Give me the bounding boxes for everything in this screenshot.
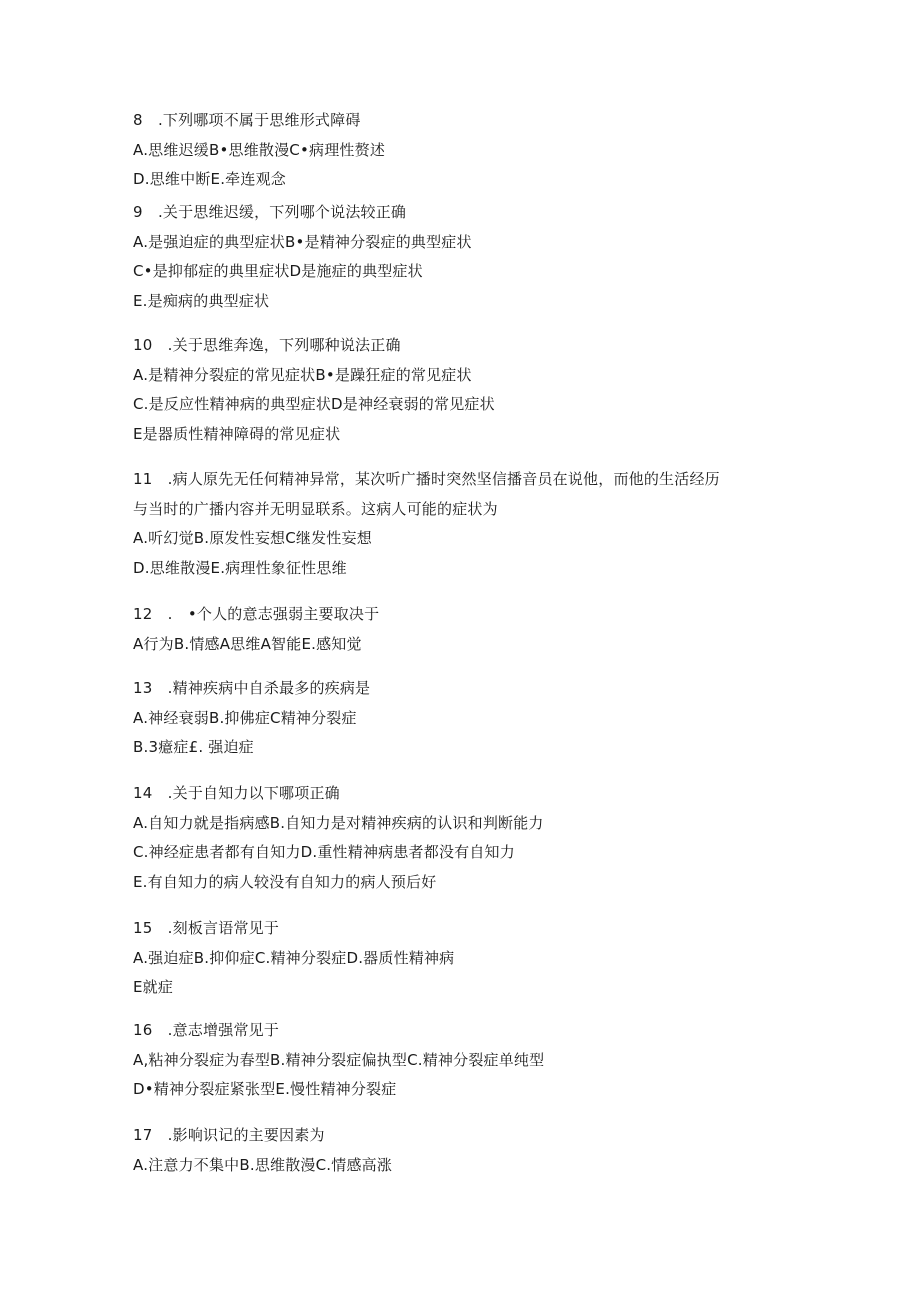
question-9 [133,198,813,316]
question-12-stem: 12 . •个人的意志强弱主要取决于 [133,605,380,623]
question-14-stem: 14 .关于自知力以下哪项正确 [133,784,340,802]
question-11-stem-continued: 与当时的广播内容并无明显联系。这病人可能的症状为 [133,499,498,518]
question-13-options-line-1: A.神经衰弱B.抑佛症C精神分裂症 [133,708,357,727]
question-10-options-line-1: A.是精神分裂症的常见症状B•是躁狂症的常见症状 [133,365,472,384]
question-10-options-line-2: C.是反应性精神病的典型症状D是神经衰弱的常见症状 [133,395,495,413]
question-11-options-line-2: D.思维散漫E.病理性象征性思维 [133,558,347,577]
question-17-stem: 17 .影响识记的主要因素为 [133,1126,325,1144]
question-14-options-line-1: A.自知力就是指病感B.自知力是对精神疾病的认识和判断能力 [133,813,544,832]
question-9-stem: 9 .关于思维迟缓，下列哪个说法较正确 [133,203,407,221]
question-14 [133,779,813,897]
question-15 [133,914,813,1003]
question-8-stem: 8 .下列哪项不属于思维形式障碍 [133,111,361,129]
question-11-stem: 11 .病人原先无任何精神异常，某次听广播时突然坚信播音员在说他，而他的生活经历 [133,470,720,488]
question-15-options-line-1: A.强迫症B.抑仰症C.精神分裂症D.器质性精神病 [133,948,455,967]
question-17-options-line-1: A.注意力不集中B.思维散漫C.情感高涨 [133,1155,393,1174]
question-9-options-line-1: A.是强迫症的典型症状B•是精神分裂症的典型症状 [133,232,472,251]
question-8-options-line-2: D.思维中断E.牵连观念 [133,170,286,188]
question-14-options-line-2: C.神经症患者都有自知力D.重性精神病患者都没有自知力 [133,843,515,861]
question-13-stem: 13 .精神疾病中自杀最多的疾病是 [133,679,371,697]
question-16-stem: 16 .意志增强常见于 [133,1021,280,1039]
question-14-options-line-3: E.有自知力的病人较没有自知力的病人预后好 [133,872,437,891]
question-10-stem: 10 .关于思维奔逸，下列哪种说法正确 [133,336,401,354]
question-16-options-line-2: D•精神分裂症紧张型E.慢性精神分裂症 [133,1080,397,1098]
question-8-options-line-1: A.思维迟缓B•思维散漫C•病理性赘述 [133,140,386,159]
question-9-options-line-3: E.是痴病的典型症状 [133,291,270,310]
question-13-options-line-2: B.3癔症£. 强迫症 [133,738,254,756]
question-15-options-line-2: E就症 [133,978,174,996]
question-11-options-line-1: A.听幻觉B.原发性妄想C继发性妄想 [133,529,372,547]
question-16 [133,1016,813,1105]
question-16-options-line-1: A,粘神分裂症为春型B.精神分裂症偏执型C.精神分裂症单纯型 [133,1050,545,1069]
question-8 [133,106,813,195]
question-13 [133,674,813,763]
question-10 [133,331,813,449]
question-15-stem: 15 .刻板言语常见于 [133,919,280,937]
question-9-options-line-2: C•是抑郁症的典里症状D是施症的典型症状 [133,262,423,280]
question-12-options-line-1: A行为B.情感A思维A智能E.感知觉 [133,634,362,653]
question-10-options-line-3: E是器质性精神障碍的常见症状 [133,424,341,443]
question-12 [133,600,813,659]
question-11 [133,465,813,583]
question-17 [133,1121,813,1180]
